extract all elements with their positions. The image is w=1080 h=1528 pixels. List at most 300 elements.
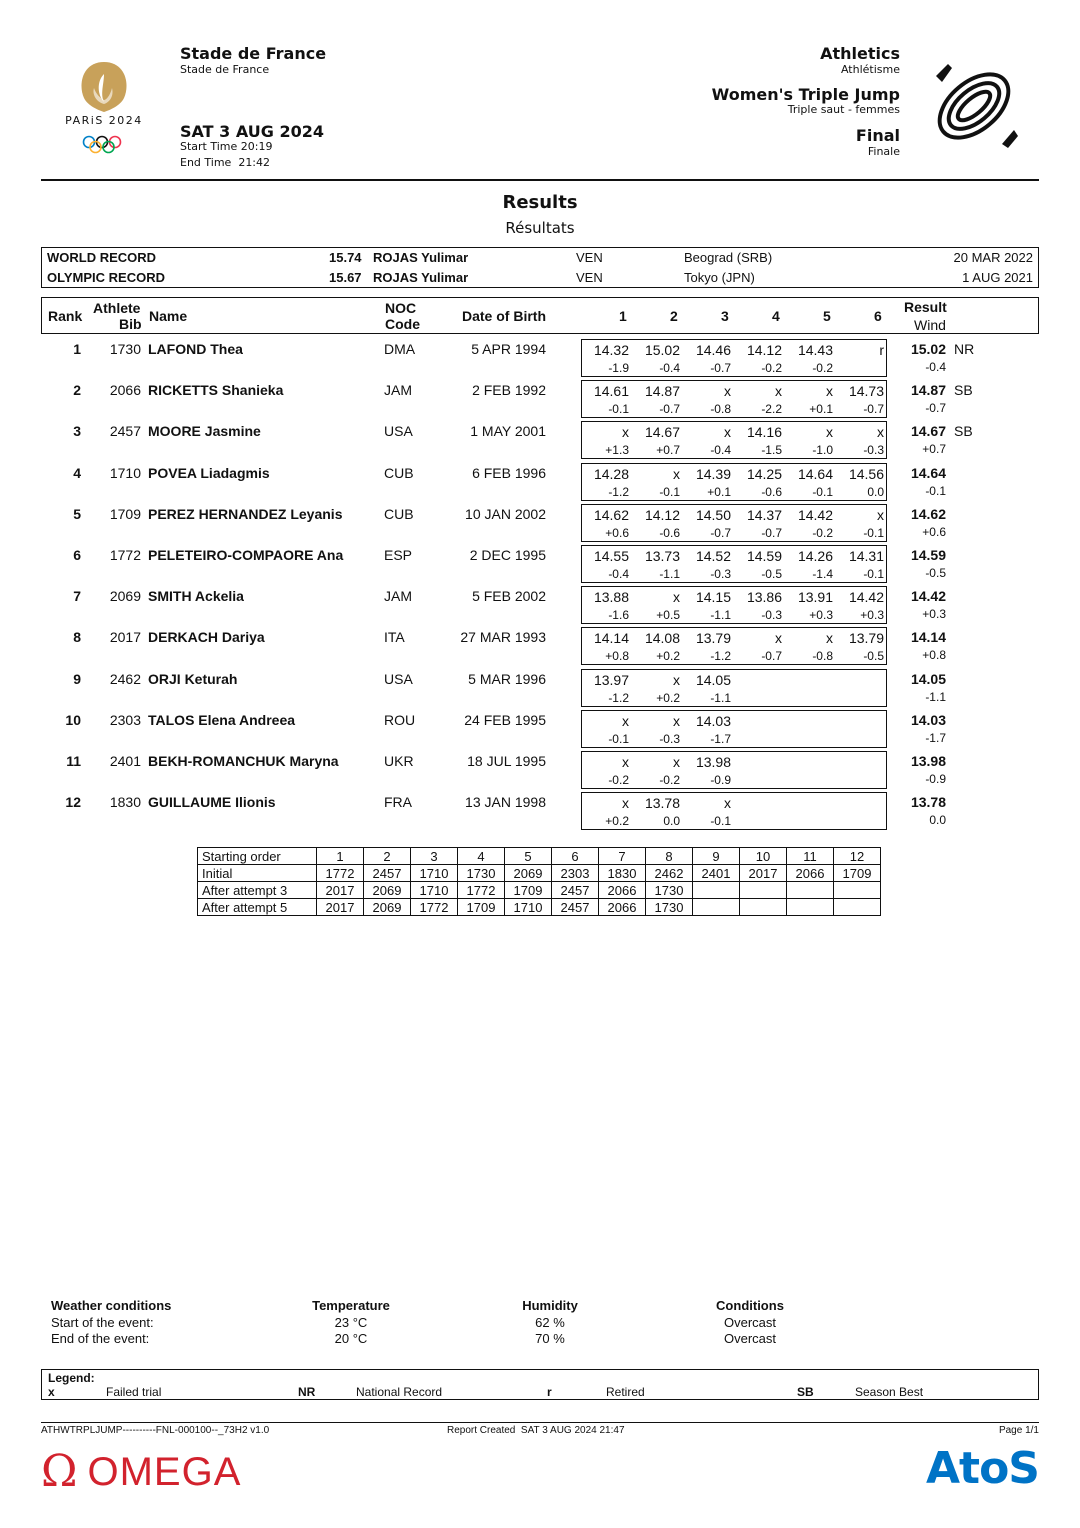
attempt-wind: -0.7 <box>761 649 782 664</box>
attempt-3 <box>684 752 735 790</box>
temperature-start: 23 °C <box>334 1315 368 1330</box>
table-row <box>41 751 1039 792</box>
attempt-wind: -1.2 <box>608 484 629 499</box>
phase: Final <box>855 126 900 145</box>
conditions-label: Conditions <box>716 1298 784 1313</box>
attempt-distance: x <box>673 671 680 688</box>
result-mark: 14.87 <box>910 382 946 399</box>
rank-cell: 2 <box>73 382 81 399</box>
attempt-wind: -0.4 <box>608 567 629 581</box>
starting-order-bib: 1772 <box>458 882 505 899</box>
attempt-wind: -2.2 <box>761 402 782 417</box>
attempt-1 <box>582 422 633 460</box>
attempt-distance: 14.08 <box>644 630 680 647</box>
table-row <box>41 792 1039 833</box>
dob-cell: 18 JUL 1995 <box>467 753 546 769</box>
dob-cell: 2 FEB 1992 <box>472 382 546 399</box>
rank-cell: 4 <box>73 464 81 481</box>
attempt-distance: 14.67 <box>644 424 680 441</box>
col-attempt-2: 2 <box>670 308 678 324</box>
record-place: Tokyo (JPN) <box>684 270 755 285</box>
record-holder: ROJAS Yulimar <box>373 250 469 265</box>
attempt-wind: -0.7 <box>659 402 680 417</box>
result-wind: +0.6 <box>922 524 946 539</box>
olympic-record-row <box>42 268 1038 288</box>
attempt-wind: +0.3 <box>860 608 884 623</box>
attempt-distance: 15.02 <box>644 342 680 358</box>
attempt-distance: 14.43 <box>797 342 833 358</box>
attempt-distance: x <box>775 630 782 647</box>
attempt-wind: -1.0 <box>812 443 833 458</box>
starting-order-bib: 2 <box>364 848 411 865</box>
bib-cell: 2401 <box>109 753 141 769</box>
col-bib: Bib <box>119 316 142 332</box>
legend-desc: Retired <box>606 1385 645 1399</box>
bib-cell: 2303 <box>109 711 141 728</box>
starting-order-bib: 2017 <box>317 899 364 916</box>
dob-cell: 13 JAN 1998 <box>465 794 546 811</box>
humidity-label: Humidity <box>522 1298 578 1313</box>
starting-order-bib: 5 <box>505 848 552 865</box>
attempts-box <box>581 586 887 624</box>
weather-title: Weather conditions <box>51 1298 172 1313</box>
attempt-distance: 13.97 <box>593 671 629 688</box>
attempt-distance: x <box>724 795 731 812</box>
starting-order-table <box>197 847 881 916</box>
col-rank: Rank <box>48 308 83 324</box>
record-date: 1 AUG 2021 <box>962 270 1033 285</box>
noc-cell: USA <box>384 670 413 687</box>
attempt-wind: 0.0 <box>663 814 680 829</box>
result-wind: +0.8 <box>922 648 946 663</box>
noc-cell: ITA <box>384 629 405 646</box>
record-place: Beograd (SRB) <box>684 250 773 265</box>
record-holder: ROJAS Yulimar <box>373 270 469 285</box>
result-cell <box>901 627 946 665</box>
attempt-distance: 13.79 <box>848 630 884 647</box>
attempt-wind: -1.6 <box>608 608 629 623</box>
attempt-distance: 14.03 <box>695 712 731 729</box>
attempt-wind: -0.6 <box>659 525 680 540</box>
attempt-1 <box>582 340 633 378</box>
noc-cell: CUB <box>384 505 414 522</box>
result-mark: 14.59 <box>910 547 946 563</box>
world-record-row <box>42 248 1038 268</box>
attempts-box <box>581 545 887 583</box>
athlete-name: RICKETTS Shanieka <box>148 382 284 399</box>
attempt-distance: x <box>622 795 629 812</box>
attempt-wind: -1.1 <box>710 690 731 705</box>
result-cell <box>901 380 946 418</box>
result-mark: 13.78 <box>910 794 946 811</box>
attempt-3 <box>684 628 735 666</box>
result-mark: 14.14 <box>910 629 946 646</box>
starting-order-label: After attempt 5 <box>198 899 317 916</box>
noc-cell: CUB <box>384 464 414 481</box>
attempt-wind: -0.2 <box>761 361 782 375</box>
attempt-4 <box>735 587 786 625</box>
attempt-3 <box>684 505 735 543</box>
event-name: Women's Triple Jump <box>711 85 900 104</box>
legend-desc: National Record <box>356 1385 443 1399</box>
attempt-distance: 13.78 <box>644 795 680 812</box>
attempt-wind: +1.3 <box>605 443 629 458</box>
rank-cell: 1 <box>73 341 81 357</box>
attempt-wind: -0.2 <box>659 773 680 787</box>
legend-desc: Season Best <box>855 1385 924 1399</box>
attempt-5 <box>786 546 837 584</box>
result-cell <box>901 545 946 583</box>
attempt-wind: -0.9 <box>710 773 731 787</box>
starting-order-bib <box>740 882 787 899</box>
attempt-wind: +0.3 <box>809 608 833 623</box>
humidity-end: 70 % <box>535 1331 565 1346</box>
attempt-wind: -0.1 <box>608 731 629 746</box>
paris-2024-logo <box>54 50 154 160</box>
attempt-wind: +0.7 <box>656 443 680 458</box>
report-created: Report Created SAT 3 AUG 2024 21:47 <box>447 1425 625 1436</box>
starting-order-bib: 1710 <box>411 882 458 899</box>
starting-order-bib: 8 <box>646 848 693 865</box>
attempt-6 <box>837 628 888 666</box>
starting-order-row <box>198 865 881 882</box>
attempt-distance: x <box>775 383 782 400</box>
attempt-wind: +0.5 <box>656 608 680 623</box>
attempt-wind: -1.2 <box>608 690 629 705</box>
attempt-3 <box>684 340 735 378</box>
end-time: End Time 21:42 <box>180 156 271 169</box>
attempt-distance: 13.91 <box>797 589 833 606</box>
results-table-header <box>41 297 1039 334</box>
legend-code: NR <box>298 1385 316 1399</box>
attempts-box <box>581 504 887 542</box>
result-cell <box>901 504 946 542</box>
attempt-1 <box>582 628 633 666</box>
result-cell <box>901 792 946 830</box>
result-wind: -0.1 <box>925 483 946 498</box>
attempt-distance: 14.28 <box>593 465 629 482</box>
attempt-6 <box>837 340 888 378</box>
col-attempt-5: 5 <box>823 308 831 324</box>
result-wind: +0.3 <box>922 607 946 622</box>
starting-order-bib: 2303 <box>552 865 599 882</box>
col-noc: NOC <box>385 300 417 316</box>
table-row <box>41 545 1039 586</box>
athlete-name: TALOS Elena Andreea <box>148 711 296 728</box>
record-note: SB <box>954 423 973 440</box>
attempt-wind: -1.2 <box>710 649 731 664</box>
athlete-name: LAFOND Thea <box>148 341 243 357</box>
attempt-wind: -0.2 <box>812 525 833 540</box>
attempt-distance: 14.50 <box>695 506 731 523</box>
dob-cell: 5 MAR 1996 <box>468 670 546 687</box>
attempt-distance: x <box>724 424 731 441</box>
col-code: Code <box>385 316 420 332</box>
attempt-distance: x <box>826 424 833 441</box>
attempts-box <box>581 339 887 377</box>
bib-cell: 1710 <box>109 464 141 481</box>
bib-cell: 2017 <box>109 629 141 646</box>
attempt-distance: 14.64 <box>797 465 833 482</box>
attempt-2 <box>633 752 684 790</box>
attempt-wind: +0.2 <box>605 814 629 829</box>
attempt-distance: 14.59 <box>746 548 782 564</box>
attempt-distance: 14.39 <box>695 465 731 482</box>
attempt-4 <box>735 464 786 502</box>
col-name: Name <box>149 308 188 324</box>
temperature-label: Temperature <box>312 1298 390 1313</box>
attempt-1 <box>582 464 633 502</box>
starting-order-bib <box>740 899 787 916</box>
venue: Stade de France <box>180 44 327 63</box>
records-box <box>41 247 1039 288</box>
attempt-6 <box>837 587 888 625</box>
starting-order-row <box>198 882 881 899</box>
starting-order-bib: 1830 <box>599 865 646 882</box>
noc-cell: FRA <box>384 794 412 811</box>
rank-cell: 11 <box>66 753 81 769</box>
record-noc: VEN <box>576 250 603 265</box>
attempt-3 <box>684 464 735 502</box>
bib-cell: 2069 <box>109 588 141 605</box>
attempt-distance: 14.16 <box>746 424 782 441</box>
attempts-box <box>581 463 887 501</box>
starting-order-bib: 2069 <box>505 865 552 882</box>
attempt-5 <box>786 628 837 666</box>
attempt-2 <box>633 587 684 625</box>
attempt-wind: 0.0 <box>867 484 884 499</box>
attempts-box <box>581 627 887 665</box>
attempt-distance: 14.32 <box>593 342 629 358</box>
attempt-3 <box>684 381 735 419</box>
attempt-distance: 13.98 <box>695 754 731 770</box>
rank-cell: 9 <box>73 670 81 687</box>
attempt-3 <box>684 670 735 708</box>
table-row <box>41 586 1039 627</box>
record-type: WORLD RECORD <box>47 250 157 265</box>
attempt-2 <box>633 464 684 502</box>
attempt-distance: x <box>877 424 884 441</box>
starting-order-bib <box>787 882 834 899</box>
attempt-1 <box>582 381 633 419</box>
rank-cell: 7 <box>73 588 81 605</box>
starting-order-bib: 2069 <box>364 882 411 899</box>
attempt-wind: -0.7 <box>710 361 731 375</box>
phase-fr: Finale <box>867 145 900 158</box>
attempt-wind: -0.3 <box>659 731 680 746</box>
starting-order-bib: 2462 <box>646 865 693 882</box>
result-wind: -0.5 <box>925 566 946 580</box>
attempt-2 <box>633 381 684 419</box>
sport: Athletics <box>820 44 900 63</box>
result-wind: -1.7 <box>925 730 946 745</box>
attempt-distance: 14.46 <box>695 342 731 358</box>
attempt-distance: x <box>673 465 680 482</box>
record-note: SB <box>954 382 973 399</box>
attempt-3 <box>684 546 735 584</box>
attempt-4 <box>735 422 786 460</box>
olympic-flame-icon <box>54 50 154 160</box>
page-title-fr: Résultats <box>505 219 575 237</box>
athletics-pictogram-icon <box>926 58 1022 154</box>
attempt-wind: -0.3 <box>710 567 731 581</box>
starting-order-bib <box>834 882 881 899</box>
starting-order-bib: 6 <box>552 848 599 865</box>
attempt-5 <box>786 381 837 419</box>
attempt-distance: 14.61 <box>593 383 629 400</box>
result-mark: 14.42 <box>910 588 946 605</box>
starting-order-bib: 2066 <box>599 899 646 916</box>
attempt-3 <box>684 587 735 625</box>
attempt-distance: 14.55 <box>593 548 629 564</box>
atos-logo: AtoS <box>925 1443 1039 1494</box>
result-wind: -0.4 <box>925 360 946 374</box>
record-note: NR <box>954 341 975 357</box>
legend-code: r <box>547 1385 552 1399</box>
athlete-name: PEREZ HERNANDEZ Leyanis <box>148 505 343 522</box>
col-attempt-6: 6 <box>874 308 882 324</box>
col-attempt-1: 1 <box>619 308 627 324</box>
attempt-distance: x <box>673 589 680 606</box>
record-date: 20 MAR 2022 <box>953 250 1033 265</box>
record-noc: VEN <box>576 270 603 285</box>
footer-divider <box>41 1422 1039 1423</box>
attempt-distance: 14.12 <box>746 342 782 358</box>
result-cell <box>901 463 946 501</box>
starting-order-bib <box>834 899 881 916</box>
temperature-end: 20 °C <box>334 1331 368 1346</box>
starting-order-bib: 2069 <box>364 899 411 916</box>
attempt-4 <box>735 628 786 666</box>
result-mark: 15.02 <box>910 341 946 357</box>
attempt-6 <box>837 422 888 460</box>
result-cell <box>901 339 946 377</box>
attempt-wind: -0.3 <box>863 443 884 458</box>
starting-order-bib: 2017 <box>740 865 787 882</box>
athlete-name: BEKH-ROMANCHUK Maryna <box>148 753 339 769</box>
starting-order-bib: 1772 <box>317 865 364 882</box>
starting-order-bib: 1710 <box>411 865 458 882</box>
starting-order-bib: 2066 <box>787 865 834 882</box>
attempt-distance: 14.73 <box>848 383 884 400</box>
attempt-wind: +0.8 <box>605 649 629 664</box>
sport-fr: Athlétisme <box>840 63 900 76</box>
page-number: Page 1/1 <box>998 1425 1039 1436</box>
attempt-distance: x <box>673 754 680 770</box>
attempt-wind: -0.7 <box>710 525 731 540</box>
bib-cell: 1709 <box>109 505 141 522</box>
attempt-wind: -0.1 <box>812 484 833 499</box>
legend-box <box>41 1369 1039 1400</box>
attempt-distance: 13.88 <box>593 589 629 606</box>
attempt-3 <box>684 711 735 749</box>
event-date: SAT 3 AUG 2024 <box>180 122 324 141</box>
omega-symbol-icon: Ω <box>41 1446 78 1497</box>
bib-cell: 2066 <box>109 382 141 399</box>
attempt-wind: -1.1 <box>710 608 731 623</box>
result-cell <box>901 669 946 707</box>
attempt-distance: x <box>826 630 833 647</box>
attempt-wind: +0.2 <box>656 690 680 705</box>
athlete-name: ORJI Keturah <box>148 670 238 687</box>
attempt-wind: -1.1 <box>659 567 680 581</box>
starting-order-bib <box>693 899 740 916</box>
attempt-wind: -0.5 <box>761 567 782 581</box>
result-mark: 14.67 <box>910 423 946 440</box>
starting-order-bib: 10 <box>740 848 787 865</box>
attempt-distance: 14.87 <box>644 383 680 400</box>
attempt-3 <box>684 793 735 831</box>
starting-order-bib: 12 <box>834 848 881 865</box>
attempt-1 <box>582 670 633 708</box>
attempt-wind: -0.5 <box>863 649 884 664</box>
attempt-1 <box>582 546 633 584</box>
athlete-name: DERKACH Dariya <box>148 629 265 646</box>
attempt-5 <box>786 587 837 625</box>
table-row <box>41 627 1039 668</box>
rank-cell: 12 <box>65 794 81 811</box>
col-attempt-3: 3 <box>721 308 729 324</box>
starting-order-bib: 2457 <box>364 865 411 882</box>
starting-order-bib: 3 <box>411 848 458 865</box>
noc-cell: ROU <box>384 711 416 728</box>
attempt-wind: -0.7 <box>761 525 782 540</box>
attempt-wind: +0.1 <box>707 484 731 499</box>
attempt-6 <box>837 505 888 543</box>
venue-fr: Stade de France <box>180 63 270 76</box>
attempt-distance: 13.73 <box>644 548 680 564</box>
attempt-distance: 14.31 <box>848 548 884 564</box>
rank-cell: 10 <box>65 711 81 728</box>
attempt-wind: -1.9 <box>608 361 629 375</box>
dob-cell: 24 FEB 1995 <box>464 711 546 728</box>
table-row <box>41 421 1039 462</box>
table-row <box>41 380 1039 421</box>
legend-title: Legend: <box>48 1371 95 1385</box>
starting-order-bib: 7 <box>599 848 646 865</box>
attempt-5 <box>786 464 837 502</box>
weather-start-label: Start of the event: <box>51 1315 154 1330</box>
result-cell <box>901 421 946 459</box>
result-wind: 0.0 <box>929 813 946 828</box>
legend-desc: Failed trial <box>106 1385 162 1399</box>
result-cell <box>901 751 946 789</box>
attempts-box <box>581 710 887 748</box>
result-cell <box>901 710 946 748</box>
attempts-box <box>581 421 887 459</box>
attempt-5 <box>786 340 837 378</box>
table-row <box>41 669 1039 710</box>
attempt-2 <box>633 628 684 666</box>
noc-cell: USA <box>384 423 413 440</box>
starting-order-bib: 1 <box>317 848 364 865</box>
rank-cell: 6 <box>73 547 81 563</box>
attempt-distance: 14.26 <box>797 548 833 564</box>
starting-order-bib: 2017 <box>317 882 364 899</box>
bib-cell: 1830 <box>109 794 141 811</box>
attempt-wind: +0.2 <box>656 649 680 664</box>
attempt-wind: +0.1 <box>809 402 833 417</box>
weather-end-label: End of the event: <box>51 1331 150 1346</box>
attempt-4 <box>735 505 786 543</box>
record-mark: 15.67 <box>329 270 362 285</box>
attempt-wind: -0.4 <box>659 361 680 375</box>
attempt-distance: 14.15 <box>695 589 731 606</box>
attempt-wind: -0.1 <box>608 402 629 417</box>
starting-order-label: Initial <box>198 865 317 882</box>
attempt-2 <box>633 670 684 708</box>
attempt-wind: -0.6 <box>761 484 782 499</box>
